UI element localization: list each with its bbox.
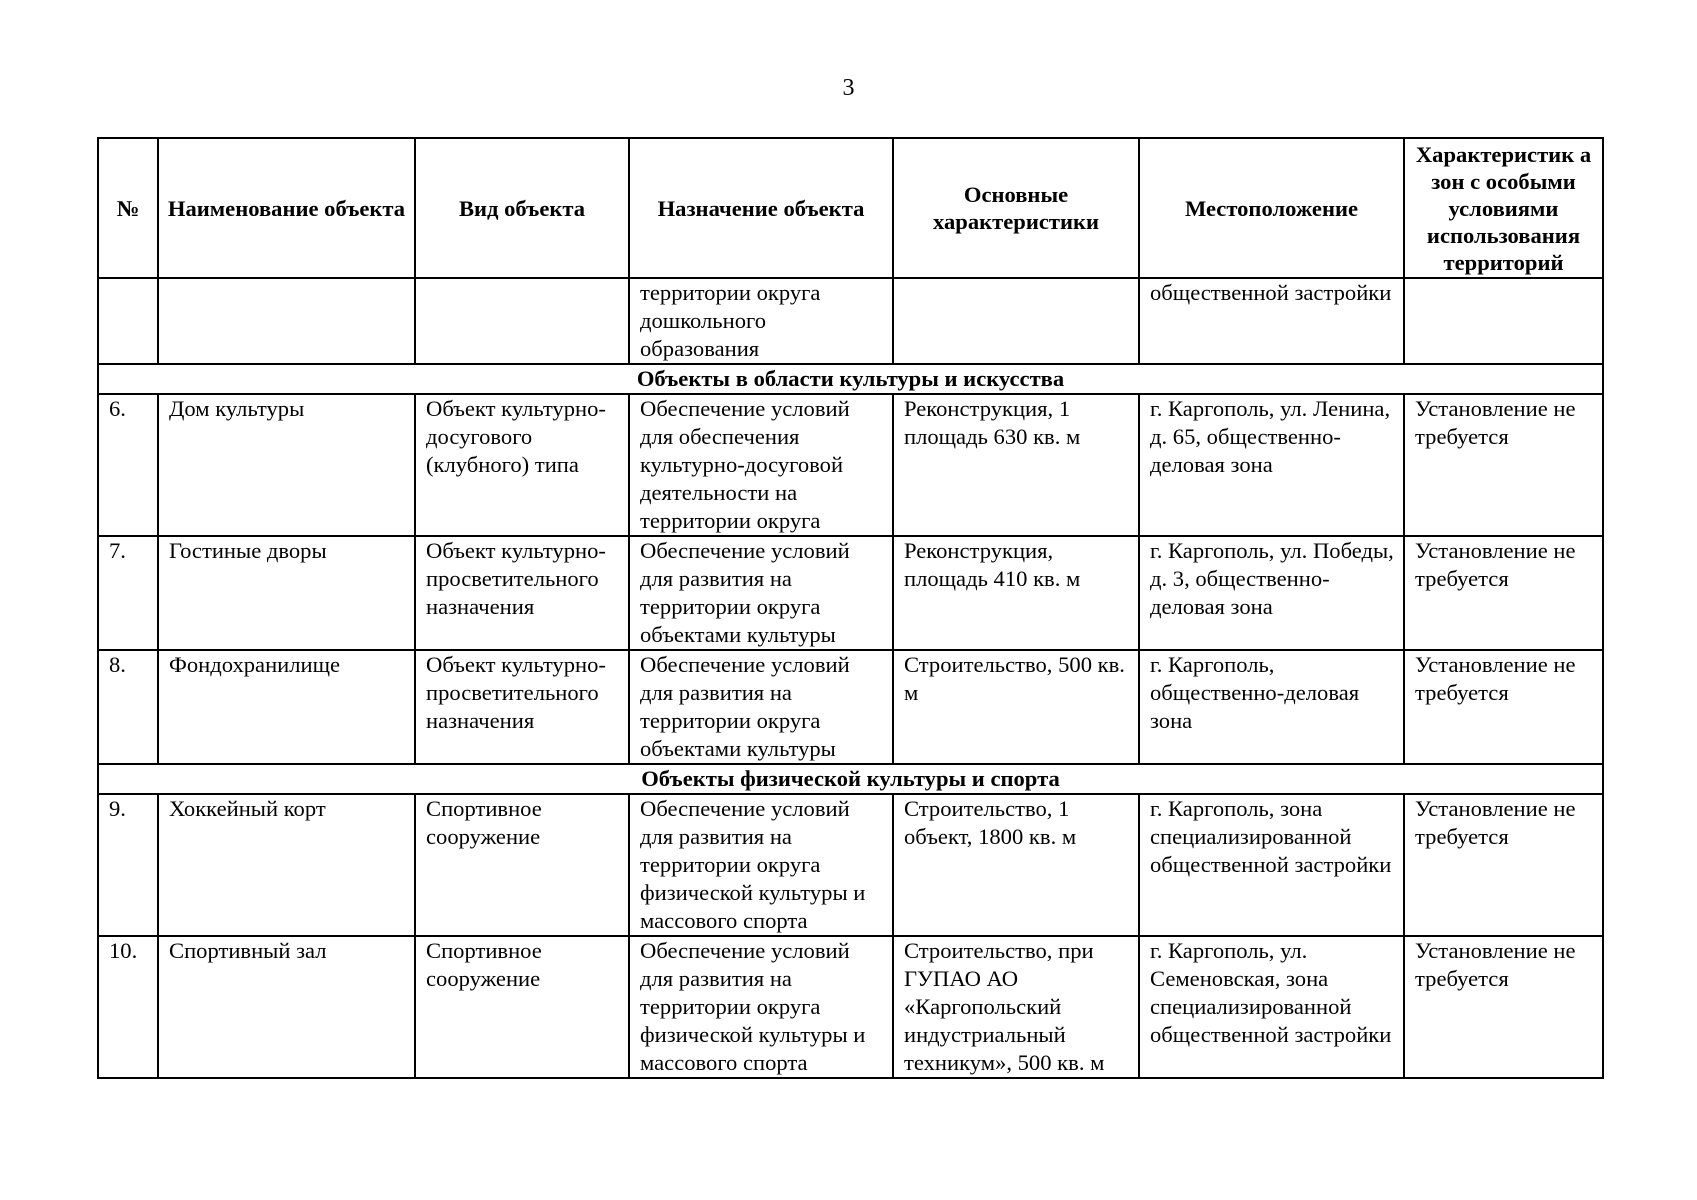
main-characteristics: Реконструкция, 1 площадь 630 кв. м <box>893 394 1139 536</box>
location: г. Каргополь, ул. Семеновская, зона специализированной общественной застройки <box>1139 936 1404 1078</box>
section-title-culture: Объекты в области культуры и искусства <box>98 364 1603 394</box>
table-row <box>98 936 1603 1078</box>
object-type: Объект культурно-просветительного назначения <box>415 650 629 764</box>
table-cell <box>98 278 158 364</box>
object-name: Спортивный зал <box>158 936 415 1078</box>
object-name: Фондохранилище <box>158 650 415 764</box>
section-title-sport: Объекты физической культуры и спорта <box>98 764 1603 794</box>
object-purpose: Обеспечение условий для развития на территории округа физической культуры и массового спорта <box>629 936 893 1078</box>
header-object-purpose: Назначение объекта <box>629 138 893 278</box>
table-cell: общественной застройки <box>1139 278 1404 364</box>
object-name: Гостиные дворы <box>158 536 415 650</box>
row-number: 9. <box>98 794 158 936</box>
location: г. Каргополь, ул. Ленина, д. 65, общественно-деловая зона <box>1139 394 1404 536</box>
row-number: 6. <box>98 394 158 536</box>
zone-characteristics: Установление не требуется <box>1404 536 1603 650</box>
main-characteristics: Строительство, 500 кв. м <box>893 650 1139 764</box>
header-object-name: Наименование объекта <box>158 138 415 278</box>
section-row-sport <box>98 764 1603 794</box>
zone-characteristics: Установление не требуется <box>1404 394 1603 536</box>
table-header-row <box>98 138 1603 278</box>
object-name: Хоккейный корт <box>158 794 415 936</box>
header-object-type: Вид объекта <box>415 138 629 278</box>
header-location: Местоположение <box>1139 138 1404 278</box>
page-number: 3 <box>842 75 855 101</box>
object-type: Объект культурно-просветительного назначения <box>415 536 629 650</box>
objects-table <box>97 137 1604 1079</box>
zone-characteristics: Установление не требуется <box>1404 650 1603 764</box>
object-type: Спортивное сооружение <box>415 936 629 1078</box>
location: г. Каргополь, общественно-деловая зона <box>1139 650 1404 764</box>
zone-characteristics: Установление не требуется <box>1404 794 1603 936</box>
location: г. Каргополь, зона специализированной общественной застройки <box>1139 794 1404 936</box>
object-purpose: Обеспечение условий для развития на территории округа физической культуры и массового спорта <box>629 794 893 936</box>
object-purpose: Обеспечение условий для обеспечения культурно-досуговой деятельности на территории округа <box>629 394 893 536</box>
object-type: Объект культурно-досугового (клубного) типа <box>415 394 629 536</box>
location: г. Каргополь, ул. Победы, д. 3, общественно-деловая зона <box>1139 536 1404 650</box>
table-cell <box>1404 278 1603 364</box>
table-cell <box>893 278 1139 364</box>
row-number: 7. <box>98 536 158 650</box>
zone-characteristics: Установление не требуется <box>1404 936 1603 1078</box>
object-purpose: Обеспечение условий для развития на территории округа объектами культуры <box>629 650 893 764</box>
main-characteristics: Строительство, при ГУПАО АО «Каргопольский индустриальный техникум», 500 кв. м <box>893 936 1139 1078</box>
table-cell <box>415 278 629 364</box>
table-row <box>98 536 1603 650</box>
main-characteristics: Реконструкция, площадь 410 кв. м <box>893 536 1139 650</box>
section-row-culture <box>98 364 1603 394</box>
main-characteristics: Строительство, 1 объект, 1800 кв. м <box>893 794 1139 936</box>
table-row <box>98 650 1603 764</box>
header-zone-characteristics: Характеристик а зон с особыми условиями использования территорий <box>1404 138 1603 278</box>
object-name: Дом культуры <box>158 394 415 536</box>
table-row <box>98 394 1603 536</box>
object-purpose: Обеспечение условий для развития на территории округа объектами культуры <box>629 536 893 650</box>
table-cell <box>158 278 415 364</box>
table-row <box>98 794 1603 936</box>
row-number: 8. <box>98 650 158 764</box>
table-row-continuation <box>98 278 1603 364</box>
row-number: 10. <box>98 936 158 1078</box>
table-cell: территории округа дошкольного образования <box>629 278 893 364</box>
header-main-characteristics: Основные характеристики <box>893 138 1139 278</box>
header-number: № <box>98 138 158 278</box>
object-type: Спортивное сооружение <box>415 794 629 936</box>
